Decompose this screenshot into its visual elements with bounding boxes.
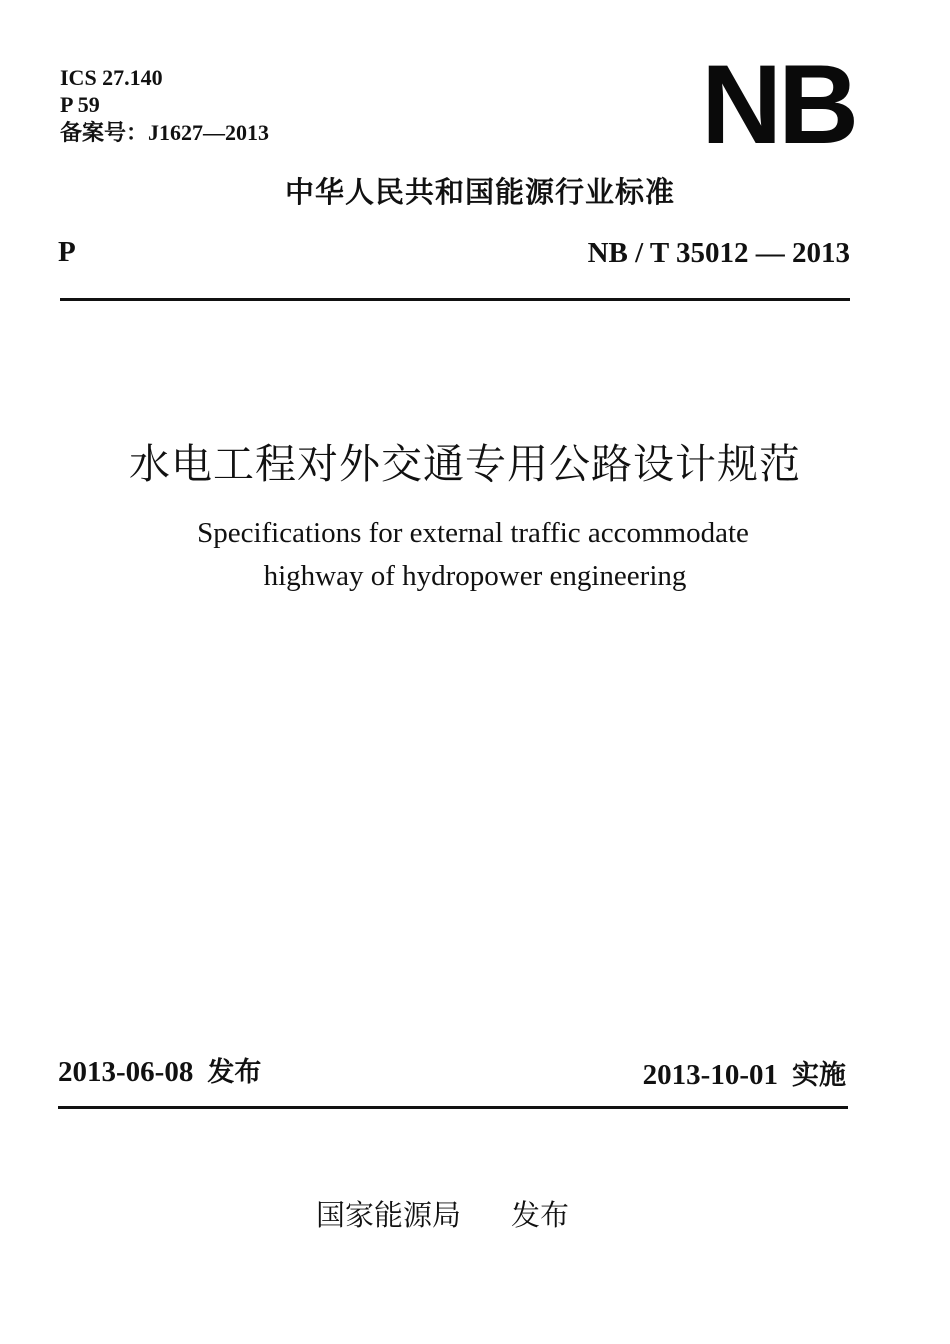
issue-date-block [58, 1053, 261, 1092]
publisher-block [316, 1196, 569, 1234]
bottom-divider [58, 1106, 848, 1109]
issue-label: 发布 [207, 1057, 262, 1088]
classification-code: P [58, 236, 76, 268]
issue-date: 2013-06-08 [58, 1056, 194, 1088]
nb-logo: NB [701, 42, 855, 167]
industry-standard-title: 中华人民共和国能源行业标准 [284, 175, 675, 209]
publisher-name: 国家能源局 [316, 1198, 462, 1232]
standard-number: NB / T 35012 — 2013 [587, 237, 850, 269]
ics-code: ICS 27.140 [60, 65, 163, 90]
document-title-english-line-2: highway of hydropower engineering [263, 560, 687, 592]
ccs-code: P 59 [60, 92, 100, 117]
document-title-chinese: 水电工程对外交通专用公路设计规范 [129, 440, 801, 488]
effective-label: 实施 [792, 1060, 846, 1091]
effective-date-block [643, 1056, 846, 1095]
effective-date: 2013-10-01 [642, 1059, 778, 1091]
top-divider [60, 298, 850, 301]
filing-number: 备案号：J1627—2013 [60, 120, 270, 145]
document-title-english-line-1: Specifications for external traffic accommodate [197, 517, 749, 549]
publisher-action: 发布 [511, 1198, 570, 1232]
